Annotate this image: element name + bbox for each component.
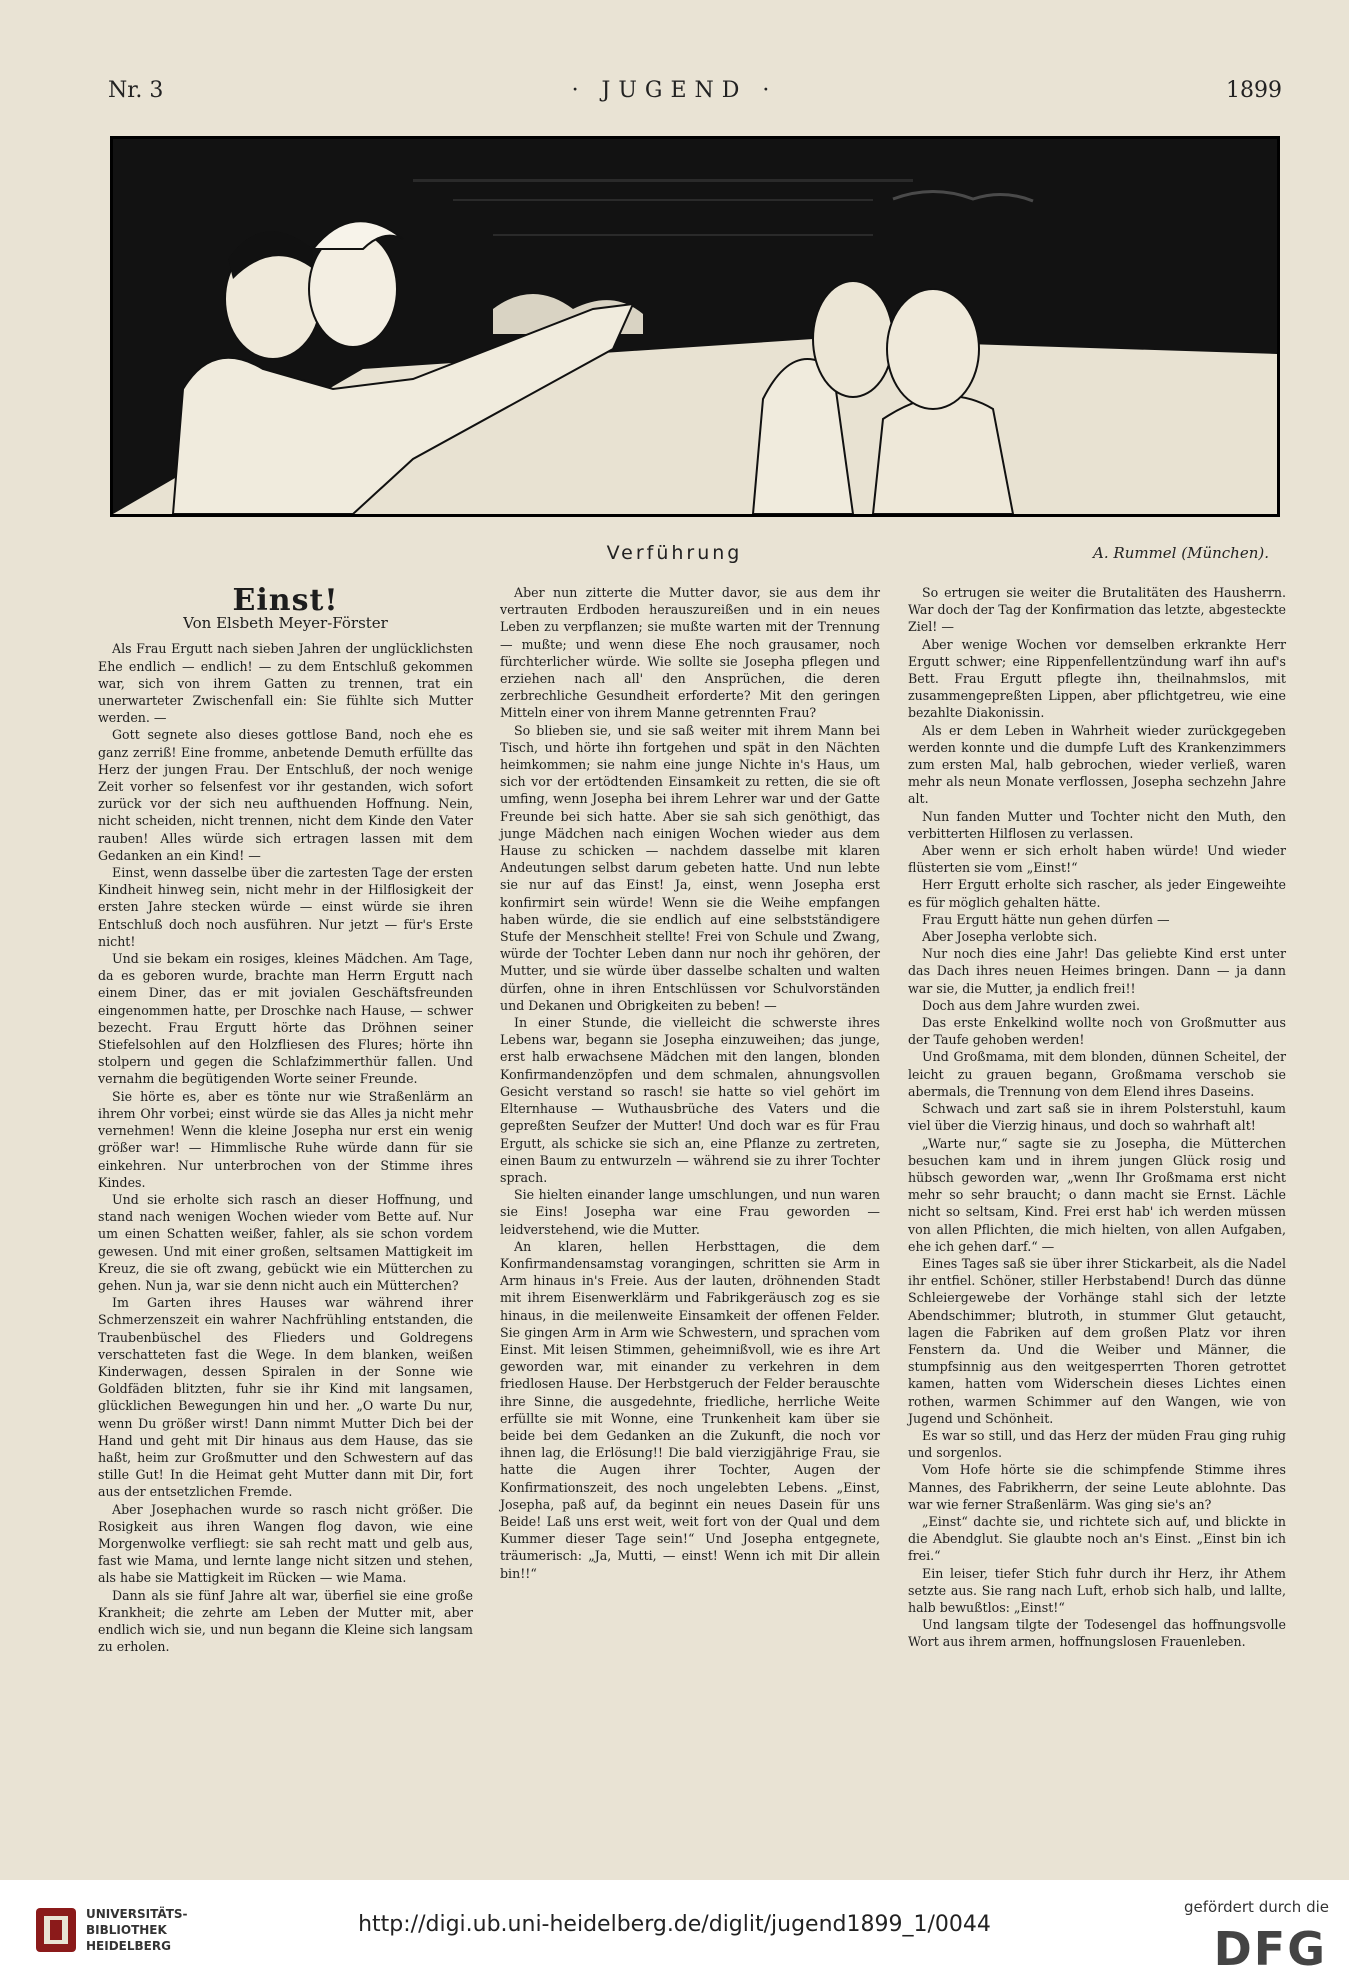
paragraph: Und Großmama, mit dem blonden, dünnen Scheitel, der leicht zu grauen begann, Großmama verschob sie abermals, die Trennung von dem Elend ihres Daseins. (908, 1049, 1286, 1099)
masthead: · JUGEND · (571, 78, 778, 103)
paragraph: Als er dem Leben in Wahrheit wieder zurückgegeben werden konnte und die dumpfe Luft des Krankenzimmers zum ersten Mal, halb gebrochen, wieder verließ, waren mehr als neun Monate verflossen, Josepha sechzehn Jahre alt. (908, 722, 1286, 807)
paragraph: Aber wenn er sich erholt haben würde! Und wieder flüsterten sie vom „Einst!“ (908, 843, 1286, 876)
paragraph: Aber Josephachen wurde so rasch nicht größer. Die Rosigkeit aus ihren Wangen flog davon, wie eine Morgenwolke verfliegt: sie sah recht matt und gelb aus, fast wie Mama, und lernte lange nicht sitzen und stehen, als habe sie Mattigkeit im Rücken — wie Mama. (98, 1501, 473, 1586)
artist-credit: A. Rummel (München). (1093, 544, 1269, 562)
paragraph: Es war so still, und das Herz der müden Frau ging ruhig und sorgenlos. (908, 1427, 1286, 1461)
paragraph: Aber nun zitterte die Mutter davor, sie aus dem ihr vertrauten Erdboden herauszureißen und in ein neues Leben zu verpflanzen; sie mußte warten mit der Trennung — mußte; und wenn diese Ehe noch grausamer, noch fürchterlicher würde. Wie sollte sie Josepha pflegen und erziehen nach all' den Ansprüchen, die deren zerbrechliche Gesundheit erforderte? Mit den geringen Mitteln einer von ihrem Manne getrennten Frau? (500, 585, 880, 721)
paragraph: „Einst“ dachte sie, und richtete sich auf, und blickte in die Abendglut. Sie glaubte noch an's Einst. „Einst bin ich frei.“ (908, 1513, 1286, 1564)
illustration-caption: Verführung (606, 542, 743, 564)
paragraph: Einst, wenn dasselbe über die zartesten Tage der ersten Kindheit hinweg sein, nicht mehr in der Hilflosigkeit der ersten Jahre stecken würde — einst würde sie ihren Entschluß doch noch ausführen. Nur jetzt — für's Erste nicht! (98, 865, 473, 949)
paragraph: An klaren, hellen Herbsttagen, die dem Konfirmandensamstag vorangingen, schritten sie Arm in Arm hinaus in's Freie. Aus der lauten, dröhnenden Stadt mit ihrem Eisenwerklärm und Fabrikgeräusch zog es sie hinaus, in die meilenweite Einsamkeit der offenen Felder. Sie gingen Arm in Arm wie Schwestern, und sprachen vom Einst. Mit leisen Stimmen, geheimnißvoll, wie es ihre Art geworden war, mit einander zu verkehren in dem friedlosen Hause. Der Herbstgeruch der Felder berauschte ihre Sinne, die ausgedehnte, friedliche, herrliche Weite erfüllte sie mit Wonne, eine Trunkenheit kam über sie beide bei dem Gedanken an die Zukunft, die noch vor ihnen lag, die Erlösung!! Die bald vierzigjährige Frau, sie hatte die Augen ihrer Tochter, Augen der Konfirmationszeit, des noch ungelebten Lebens. „Einst, Josepha, paß auf, da beginnt ein neues Dasein für uns Beide! Laß uns erst weit, weit fort von der Qual und dem Kummer dieser Tage sein!“ Und Josepha entgegnete, träumerisch: „Ja, Mutti, — einst! Wenn ich mit Dir allein bin!!“ (500, 1238, 880, 1581)
year: 1899 (1226, 78, 1282, 103)
column-1 (98, 584, 473, 1655)
dfg-logo: DFG (1213, 1922, 1327, 1976)
paragraph: Schwach und zart saß sie in ihrem Polsterstuhl, kaum viel über die Vierzig hinaus, und doch so wahrhaft alt! (908, 1101, 1286, 1134)
paragraph: Und sie erholte sich rasch an dieser Hoffnung, und stand nach wenigen Wochen wieder vom Bette auf. Nur um einen Schatten weißer, fahler, als sie schon vordem gewesen. Und mit einer großen, seltsamen Mattigkeit im Kreuz, die sie oft zwang, gebückt wie ein Mütterchen zu gehen. Nun ja, war sie denn nicht auch ein Mütterchen? (98, 1191, 473, 1293)
paragraph: So blieben sie, und sie saß weiter mit ihrem Mann bei Tisch, und hörte ihn fortgehen und spät in den Nächten heimkommen; sie nahm eine junge Nichte in's Haus, um sich vor der ertödtenden Einsamkeit zu retten, die sie oft umfing, wenn Josepha bei ihrem Lehrer war und der Gatte Freunde bei sich hatte. Aber sie sah sich genöthigt, das junge Mädchen nach einigen Wochen wieder aus dem Hause zu schicken — nachdem dasselbe mit klaren Andeutungen selbst darum gebeten hatte. Und nun lebte sie nur auf das Einst! Ja, einst, wenn Josepha erst konfirmirt sein würde! Wenn sie die Weihe empfangen haben würde, die sie endlich auf eine selbstständigere Stufe der Menschheit stellte! Frei von Schule und Zwang, würde der Tochter Leben dann nur noch ihr gehören, der Mutter, und sie würde über dasselbe schalten und walten dürfen, ohne in ihren Entschlüssen vor Schulvorständen und Dekanen und Obrigkeiten zu beben! — (500, 722, 880, 1013)
column-3 (908, 584, 1286, 1651)
paragraph: Dann als sie fünf Jahre alt war, überfiel sie eine große Krankheit; die zehrte am Leben der Mutter mit, aber endlich wich sie, und nun begann die Kleine sich langsam zu erholen. (98, 1587, 473, 1655)
paragraph: Frau Ergutt hätte nun gehen dürfen — (922, 911, 1170, 927)
paragraph: Aber wenige Wochen vor demselben erkrankte Herr Ergutt schwer; eine Rippenfellentzündung warf ihn auf's Bett. Frau Ergutt pflegte ihn, theilnahmslos, mit zusammengepreßten Lippen, aber pflichtgetreu, wie eine bezahlte Diakonissin. (908, 636, 1286, 721)
paragraph: Ein leiser, tiefer Stich fuhr durch ihr Herz, ihr Athem setzte aus. Sie rang nach Luft, erhob sich halb, und lallte, halb bewußtlos: „Einst!“ (908, 1565, 1286, 1615)
paragraph: So ertrugen sie weiter die Brutalitäten des Hausherrn. War doch der Tag der Konfirmation das letzte, abgesteckte Ziel! — (908, 585, 1286, 635)
paragraph: Eines Tages saß sie über ihrer Stickarbeit, als die Nadel ihr entfiel. Schöner, stiller Herbstabend! Durch das dünne Schleiergewebe der Vorhänge stahl sich der letzte Abendschimmer; blutroth, in stummer Glut getaucht, lagen die Fabriken auf dem großen Platz vor ihren Fenstern da. Und die Weiber und Männer, die stumpfsinnig aus den weitgesperrten Thoren getrottet kamen, hatten vom Widerschein dieses Lichtes einen rothen, warmen Schimmer auf den Wangen, wie von Jugend und Schönheit. (908, 1255, 1286, 1426)
paragraph: Als Frau Ergutt nach sieben Jahren der unglücklichsten Ehe endlich — endlich! — zu dem Entschluß gekommen war, sich von ihrem Gatten zu trennen, trat ein unerwarteter Zwischenfall ein: Sie fühlte sich Mutter werden. — (98, 641, 473, 726)
paragraph: „Warte nur,“ sagte sie zu Josepha, die Mütterchen besuchen kam und in ihrem jungen Glück rosig und hübsch geworden war, „wenn Ihr Großmama erst nicht mehr so sehr braucht; o dann macht sie Ernst. Lächle nicht so seltsam, Kind. Frei erst hab' ich werden müssen von allen Pflichten, die mich hielten, von allen Aufgaben, ehe ich gehen darf.“ — (908, 1135, 1286, 1254)
illustration (110, 136, 1280, 517)
paragraph: Sie hielten einander lange umschlungen, und nun waren sie Eins! Josepha war eine Frau geworden — leidverstehend, wie die Mutter. (500, 1187, 880, 1237)
paragraph: Das erste Enkelkind wollte noch von Großmutter aus der Taufe gehoben werden! (908, 1015, 1286, 1048)
paragraph: Und langsam tilgte der Todesengel das hoffnungsvolle Wort aus ihrem armen, hoffnungslosen Frauenleben. (908, 1617, 1286, 1650)
issue-number: Nr. 3 (108, 78, 164, 103)
permalink[interactable]: http://digi.ub.uni-heidelberg.de/diglit/jugend1899_1/0044 (358, 1912, 991, 1937)
paragraph: In einer Stunde, die vielleicht die schwerste ihres Lebens war, begann sie Josepha einzuweihen; das junge, erst halb erwachsene Mädchen mit den langen, blonden Konfirmandenzöpfen und dem schmalen, ahnungsvollen Gesicht verstand so rasch! sie hatte so viel gehört im Elternhause — Wuthausbrüche des Vaters und die gepreßten Seufzer der Mutter! Und doch war es für Frau Ergutt, als schicke sie sich an, eine Pflanze zu zertreten, einen Baum zu entwurzeln — während sie zu ihrer Tochter sprach. (500, 1015, 880, 1185)
paragraph: Gott segnete also dieses gottlose Band, noch ehe es ganz zerriß! Eine fromme, anbetende Demuth erfüllte das Herz der jungen Frau. Der Entschluß, der noch wenige Zeit vorher so felsenfest vor ihr gestanden, wich sofort zurück vor der sich neu aufthuenden Hoffnung. Nein, nicht scheiden, nicht trennen, nicht dem Kinde den Vater rauben! Alles würde sich ertragen lassen mit dem Gedanken an ein Kind! — (98, 727, 473, 863)
paragraph: Aber Josepha verlobte sich. (922, 929, 1098, 945)
column-2 (500, 584, 880, 1582)
paragraph: Nun fanden Mutter und Tochter nicht den Muth, den verbitterten Hilflosen zu verlassen. (908, 808, 1286, 841)
article-byline: Von Elsbeth Meyer-Förster (183, 614, 388, 633)
paragraph: Herr Ergutt erholte sich rascher, als jeder Eingeweihte es für möglich gehalten hätte. (908, 877, 1286, 910)
paragraph: Sie hörte es, aber es tönte nur wie Straßenlärm an ihrem Ohr vorbei; einst würde sie das Alles ja nicht mehr vernehmen! Wenn die kleine Josepha nur erst ein wenig größer war! — Himmlische Ruhe würde dann für sie einkehren. Nur unterbrochen von der Stimme ihres Kindes. (98, 1088, 473, 1190)
paragraph: Doch aus dem Jahre wurden zwei. (922, 997, 1140, 1013)
institution-name: UNIVERSITÄTS- BIBLIOTHEK HEIDELBERG (86, 1907, 188, 1953)
article-title: Einst! (232, 583, 339, 618)
sponsor-text: gefördert durch die (1184, 1898, 1329, 1916)
viewer-footer (0, 1880, 1349, 1981)
paragraph: Im Garten ihres Hauses war während ihrer Schmerzenszeit ein wahrer Nachfrühling entstanden, die Traubenbüschel des Flieders und Goldregens verschatteten fast die Wege. In dem blanken, weißen Kinderwagen, dessen Spiralen in der Sonne wie Goldfäden blitzten, fuhr sie ihr Kind mit langsamen, glücklichen Bewegungen hin und her. „O warte Du nur, wenn Du größer wirst! Dann nimmt Mutter Dich bei der Hand und geht mit Dir hinaus aus dem Hause, das sie haßt, heim zur Großmutter und den Schwestern auf das stille Gut! In die Heimat geht Mutter dann mit Dir, fort aus der entsetzlichen Fremde. (98, 1295, 473, 1500)
paragraph: Vom Hofe hörte sie die schimpfende Stimme ihres Mannes, des Fabrikherrn, der seine Leute ablohnte. Das war wie ferner Straßenlärm. Was ging sie's an? (908, 1462, 1286, 1512)
paragraph: Nur noch dies eine Jahr! Das geliebte Kind erst unter das Dach ihres neuen Heimes bringen. Dann — ja dann war sie, die Mutter, ja endlich frei!! (908, 946, 1286, 996)
paragraph: Und sie bekam ein rosiges, kleines Mädchen. Am Tage, da es geboren wurde, brachte man Herrn Ergutt nach einem Diner, das er mit jovialen Geschäftsfreunden eingenommen hatte, per Droschke nach Hause, — schwer bezecht. Frau Ergutt hörte das Dröhnen seiner Stiefelsohlen auf den Holzfliesen des Flures; hörte ihn stolpern und gegen die Schlafzimmerthür fallen. Und vernahm die begütigenden Worte seiner Freunde. (98, 951, 473, 1087)
